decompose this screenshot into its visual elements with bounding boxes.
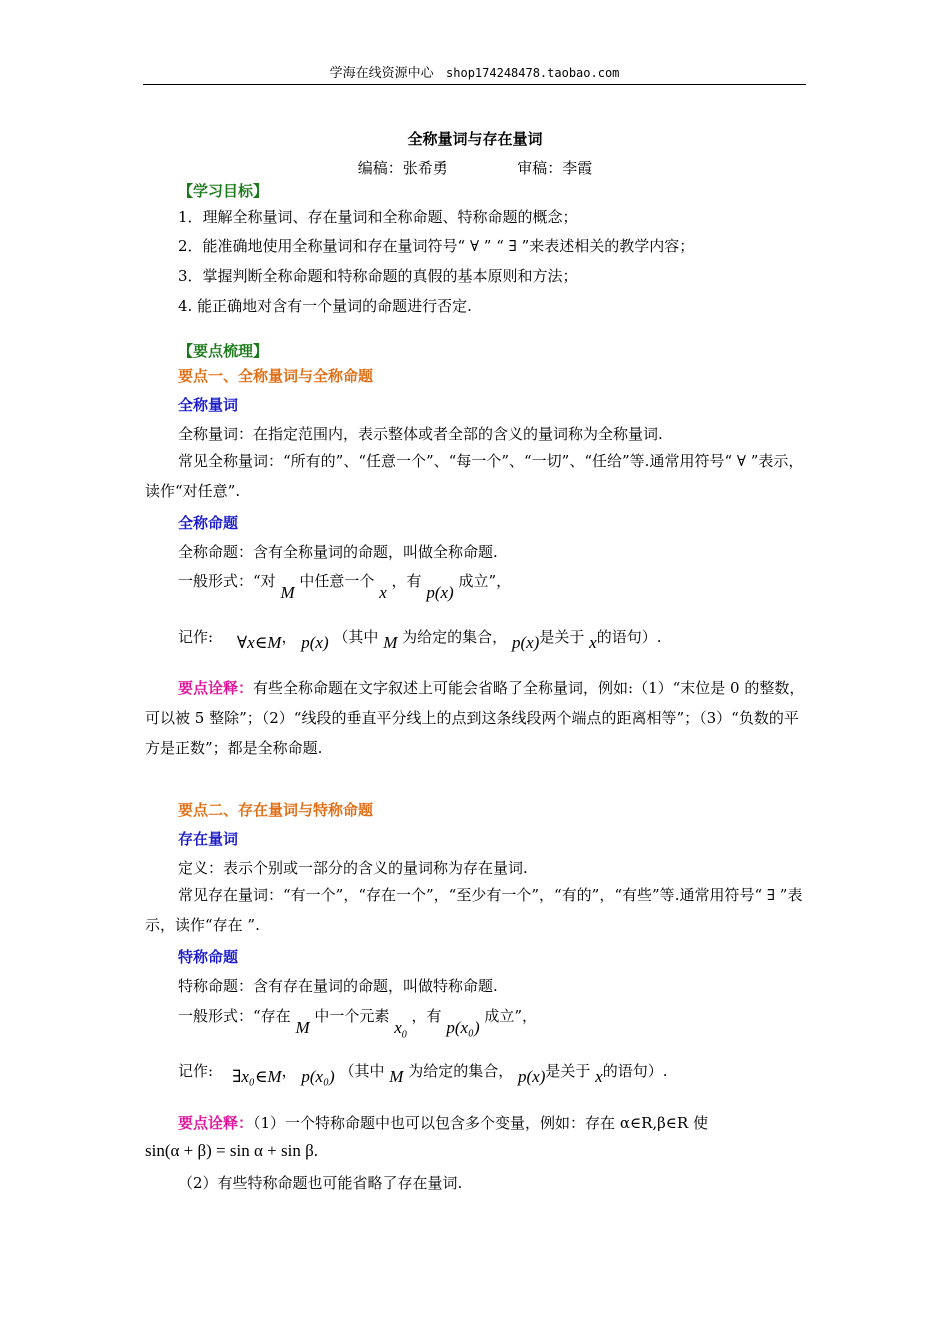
existential-quantifier-common: 常见存在量词：“有一个”，“存在一个”，“至少有一个”，“有的”，“有些”等.通常用符号“ ∃ ”表示，读作“存在 ”. [145,886,803,934]
explain-label: 要点诠释： [178,1114,254,1132]
form-mid: 中一个元素 [314,1007,390,1025]
explain-label: 要点诠释： [178,679,254,697]
math-px0: p(x₀) [446,1018,480,1037]
reviewer: 审稿：李霞 [517,159,593,177]
explain-text: 有些全称命题在文字叙述上可能会省略了全称量词，例如:（1）“末位是 0 的整数，可以被 5 整除”；（2）“线段的垂直平分线上的点到这条线段两个端点的距离相等”；（3）“负数的平方是正数”；都是全称命题. [145,679,805,757]
note-label: 记作: [178,1062,214,1080]
math-forall-expr: ∀x∈M [236,633,282,652]
goal-item-3: 3．掌握判断全称命题和特称命题的真假的基本原则和方法； [178,267,578,285]
math-x0 [394,1018,407,1041]
goal-item-2: 2．能准确地使用全称量词和存在量词符号“ ∀ ” “ ∃ ”来表述相关的教学内容； [178,237,695,255]
point2-equation [145,1141,318,1161]
math-subscript: 0 [401,1029,407,1041]
goal-item-1: 1．理解全称量词、存在量词和全称命题、特称命题的概念； [178,208,578,226]
universal-form [178,570,512,602]
particular-notation [178,1060,668,1086]
particular-proposition-heading: 特称命题 [178,948,239,966]
document-title: 全称量词与存在量词 [407,130,543,148]
math-px: p(x) [301,633,329,652]
math-px0: p(x₀) [301,1067,335,1086]
math-x: x [379,583,387,602]
particular-form [178,1005,538,1041]
note-set: 为给定的集合， [408,1062,514,1080]
note-end: 的语句）. [602,1062,668,1080]
note-comma: ， [281,628,297,646]
note-paren: （其中 [339,1062,385,1080]
form-end: 成立”， [458,572,512,590]
editor: 编稿：张希勇 [357,159,448,177]
form-have: ，有 [411,1007,442,1025]
header-site: 学海在线资源中心 [329,66,434,81]
header-url[interactable]: shop174248478.taobao.com [446,66,620,80]
math-exists-expr: ∃x₀∈M [232,1067,282,1086]
note-end: 的语句）. [596,628,662,646]
form-end: 成立”， [484,1007,538,1025]
universal-quantifier-def: 全称量词：在指定范围内，表示整体或者全部的含义的量词称为全称量词. [178,425,663,443]
note-set: 为给定的集合， [402,628,508,646]
universal-proposition-def: 全称命题：含有全称量词的命题，叫做全称命题. [178,543,498,561]
explain-text-1: （1）一个特称命题中也可以包含多个变量，例如：存在 α∈R,β∈R 使 [253,1114,708,1132]
math-M: M [280,583,295,602]
note-label: 记作: [178,628,214,646]
form-label: 一般形式：“对 [178,572,276,590]
point1-explanation [145,673,807,763]
universal-proposition-heading: 全称命题 [178,514,239,532]
universal-notation [178,626,662,652]
math-M: M [383,633,398,652]
math-x: x [589,633,597,652]
point2-explanation-2: （2）有些特称命题也可能省略了存在量词. [178,1174,463,1192]
goal-item-4: 4. 能正确地对含有一个量词的命题进行否定. [178,297,472,315]
form-label: 一般形式：“存在 [178,1007,291,1025]
math-sin-identity: sin(α + β) = sin α + sin β. [145,1141,318,1160]
note-comma: ， [281,1062,297,1080]
page-header [143,62,806,85]
universal-quantifier-common: 常见全称量词：“所有的”、“任意一个”、“每一个”、“一切”、“任给”等.通常用符号“ ∀ ”表示，读作“对任意”. [145,452,804,500]
point1-heading: 要点一、全称量词与全称命题 [178,367,374,385]
math-px: p(x) [517,1067,546,1086]
existential-quantifier-heading: 存在量词 [178,830,239,848]
math-x: x [394,1018,402,1037]
form-mid: 中任意一个 [299,572,375,590]
math-px: p(x) [426,583,454,602]
goals-heading: 【学习目标】 [178,182,269,200]
note-about: 是关于 [545,1062,591,1080]
form-have: ，有 [391,572,422,590]
math-M: M [389,1067,404,1086]
math-M: M [295,1018,310,1037]
point2-heading: 要点二、存在量词与特称命题 [178,801,374,819]
particular-proposition-def: 特称命题：含有存在量词的命题，叫做特称命题. [178,977,498,995]
points-heading: 【要点梳理】 [178,342,269,360]
universal-quantifier-heading: 全称量词 [178,396,239,414]
math-x: x [595,1067,603,1086]
authors-line [0,157,950,178]
note-paren: （其中 [333,628,379,646]
point2-explanation-1 [178,1112,708,1133]
existential-quantifier-def: 定义：表示个别或一部分的含义的量词称为存在量词. [178,859,528,877]
math-px: p(x) [511,633,540,652]
note-about: 是关于 [539,628,585,646]
